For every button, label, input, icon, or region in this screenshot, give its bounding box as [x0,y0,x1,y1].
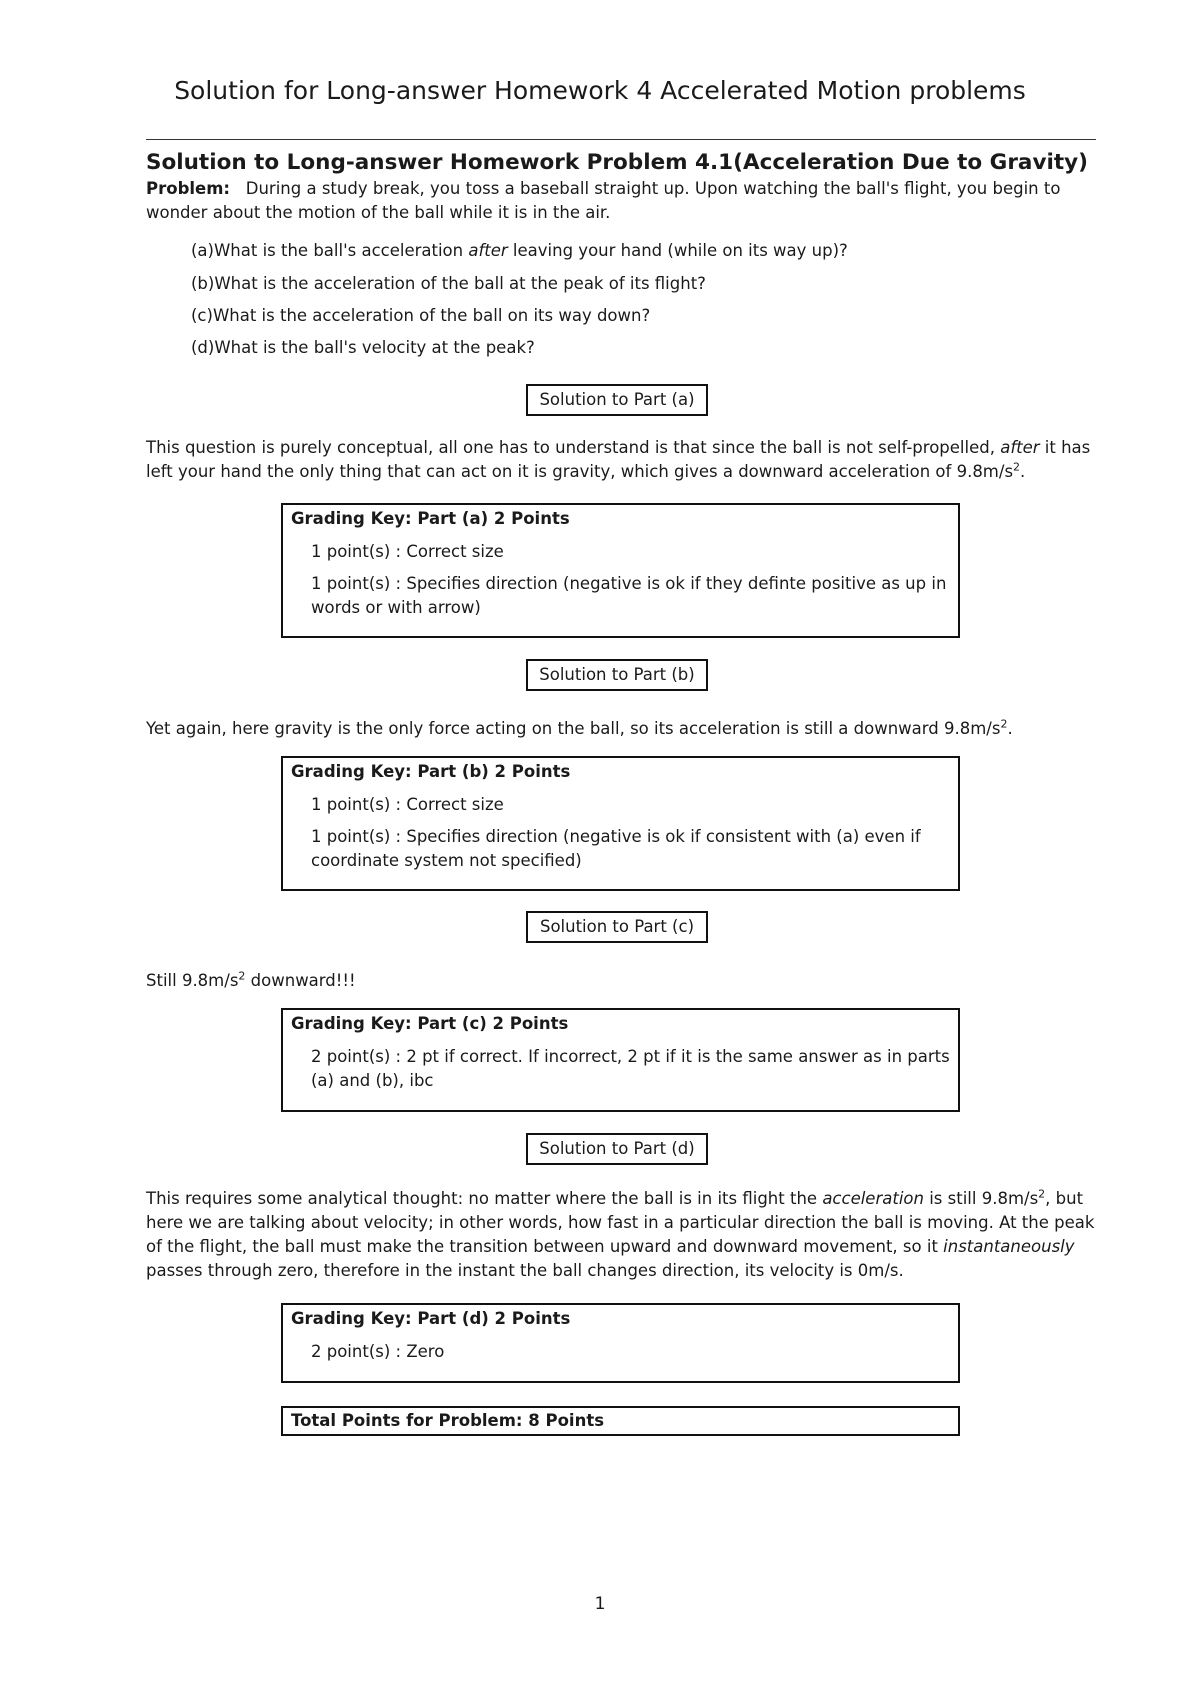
problem-statement [146,177,1096,225]
grading-key-a-title: Grading Key: Part (a) 2 Points [291,509,570,528]
solution-a-text-1: This question is purely conceptual, all one has to understand is that since the ball is not self-propelled, [146,438,1001,457]
solution-part-d-box: Solution to Part (d) [526,1133,708,1165]
question-b: (b)What is the acceleration of the ball at the peak of its flight? [191,274,706,293]
header-rule [146,139,1096,140]
solution-c-text-2: downward!!! [245,971,356,990]
solution-b-text-2: . [1007,719,1013,738]
solution-d-exponent: 2 [1038,1187,1046,1201]
total-points-box: Total Points for Problem: 8 Points [281,1406,960,1436]
solution-d-text-3: , but here we are talking about velocity; in other words, how fast in a particular direction the ball is moving. At the peak of the flight, the ball must make the transition between upward and downward movement, so it [146,1189,1095,1256]
question-a-emphasis: after [468,241,508,260]
solution-c-text-1: Still 9.8m/s [146,971,239,990]
question-c: (c)What is the acceleration of the ball on its way down? [191,306,651,325]
solution-c-exponent: 2 [238,969,246,983]
grading-key-d [281,1303,960,1383]
question-a-text: (a)What is the ball's acceleration [191,241,469,260]
grading-item: 2 point(s) : Zero [311,1342,445,1361]
solution-d-emphasis-2: instantaneously [943,1237,1075,1256]
solution-part-c-text [146,969,1096,993]
solution-a-text-3: . [1020,462,1026,481]
solution-part-b-text [146,717,1096,741]
solution-a-emphasis: after [1000,438,1040,457]
solution-b-text-1: Yet again, here gravity is the only force acting on the ball, so its acceleration is still a downward 9.8m/s [146,719,1001,738]
solution-part-a-box: Solution to Part (a) [526,384,708,416]
problem-label: Problem: [146,179,231,198]
page-number: 1 [594,1594,606,1614]
problem-heading: Solution to Long-answer Homework Problem 4.1(Acceleration Due to Gravity) [146,150,1088,175]
grading-item: 1 point(s) : Specifies direction (negative is ok if consistent with (a) even if coordinate system not specified) [311,827,921,870]
grading-key-d-title: Grading Key: Part (d) 2 Points [291,1309,571,1328]
solution-d-text-2: is still 9.8m/s [923,1189,1039,1208]
solution-d-text-1: This requires some analytical thought: no matter where the ball is in its flight the [146,1189,823,1208]
question-d: (d)What is the ball's velocity at the peak? [191,338,535,357]
grading-item: 2 point(s) : 2 pt if correct. If incorrect, 2 pt if it is the same answer as in parts (a) and (b), ibc [311,1047,950,1090]
problem-text: During a study break, you toss a baseball straight up. Upon watching the ball's flight, you begin to wonder about the motion of the ball while it is in the air. [146,179,1061,222]
grading-key-b-title: Grading Key: Part (b) 2 Points [291,762,571,781]
question-a-text-end: leaving your hand (while on its way up)? [507,241,848,260]
solution-d-text-4: passes through zero, therefore in the instant the ball changes direction, its velocity is 0m/s. [146,1261,904,1280]
grading-item: 1 point(s) : Correct size [311,795,504,814]
grading-key-c-title: Grading Key: Part (c) 2 Points [291,1014,569,1033]
solution-a-exponent: 2 [1013,460,1021,474]
question-a [191,241,848,260]
grading-key-b [281,756,960,891]
page-title: Solution for Long-answer Homework 4 Accelerated Motion problems [174,76,1026,105]
grading-key-a [281,503,960,638]
solution-b-exponent: 2 [1000,717,1008,731]
grading-item: 1 point(s) : Correct size [311,542,504,561]
grading-key-c [281,1008,960,1112]
solution-part-c-box: Solution to Part (c) [526,911,708,943]
solution-part-a-text [146,436,1096,484]
solution-a-text-2: it has left your hand the only thing that can act on it is gravity, which gives a downward acceleration of 9.8m/s [146,438,1091,481]
solution-part-b-box: Solution to Part (b) [526,659,708,691]
solution-d-emphasis-1: acceleration [822,1189,924,1208]
solution-part-d-text [146,1187,1096,1283]
grading-item: 1 point(s) : Specifies direction (negative is ok if they definte positive as up in words or with arrow) [311,574,947,617]
